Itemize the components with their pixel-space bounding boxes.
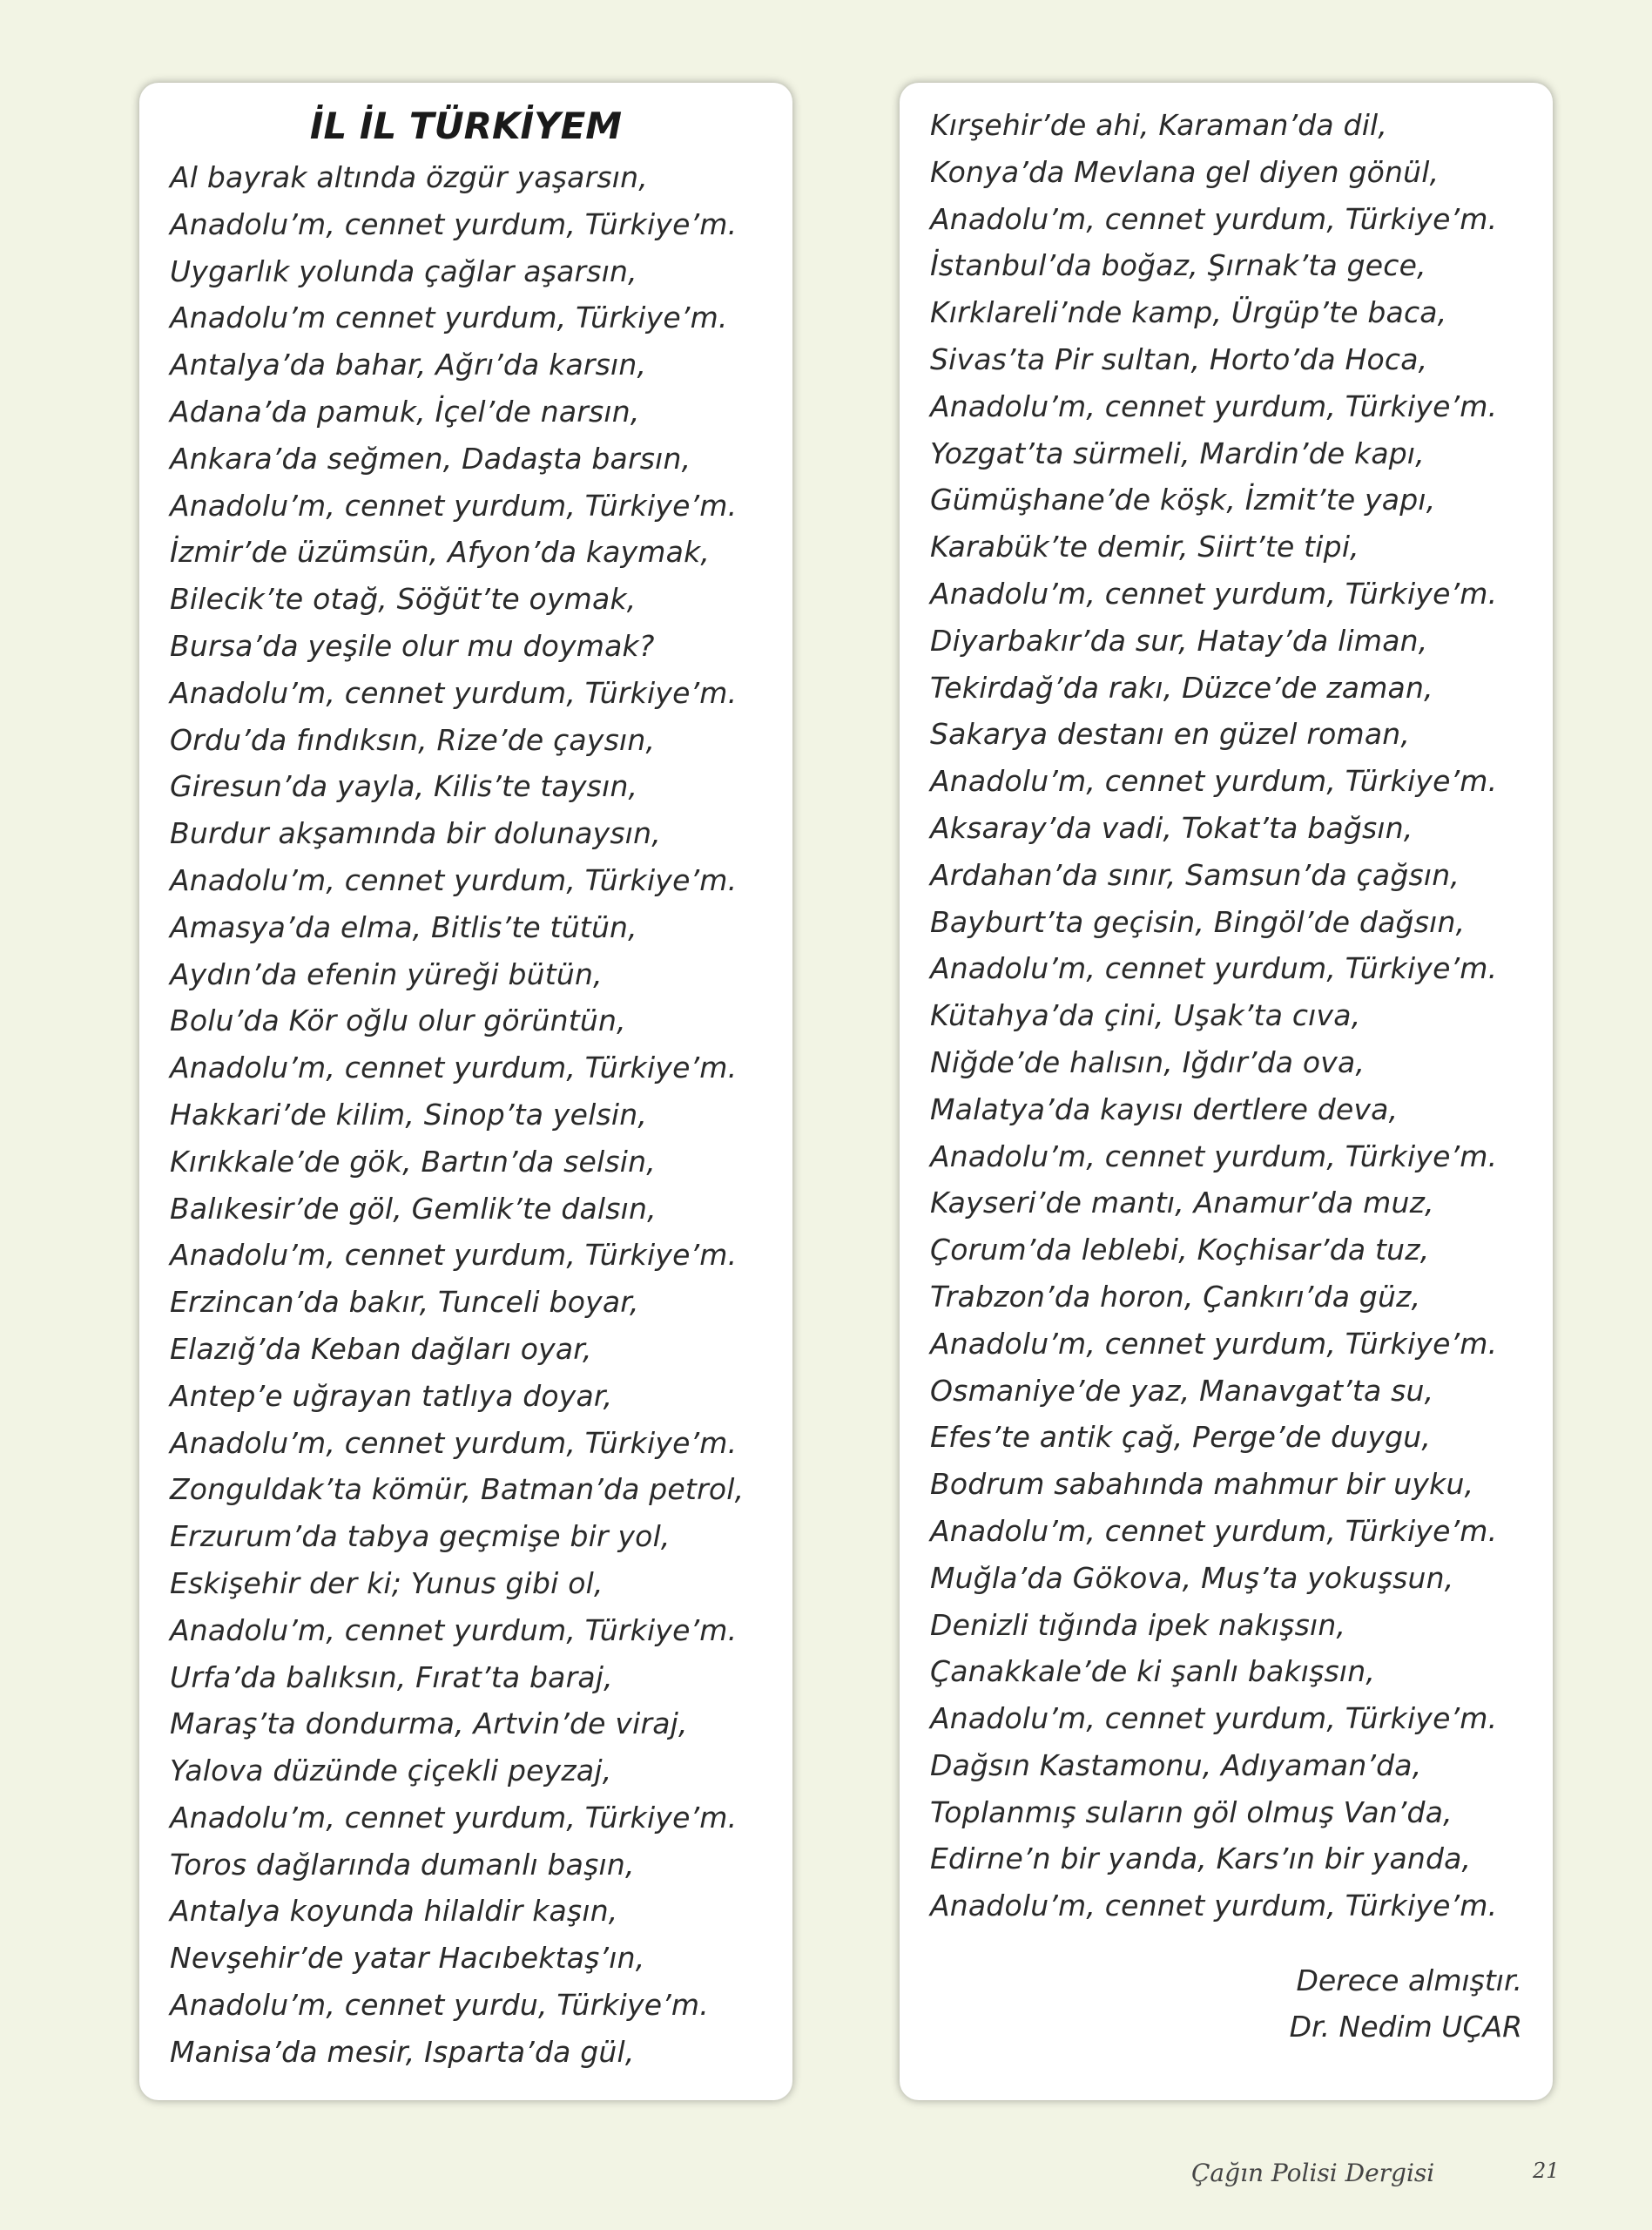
poem-line: Edirne’n bir yanda, Kars’ın bir yanda, — [930, 1841, 1472, 1876]
poem-line: Anadolu’m, cennet yurdum, Türkiye’m. — [930, 951, 1498, 986]
poem-lines-right — [930, 102, 1544, 1929]
poem-line: Anadolu’m, cennet yurdum, Türkiye’m. — [930, 576, 1498, 611]
page-number: 21 — [1533, 2159, 1560, 2183]
magazine-name: Çağın Polisi Dergisi — [1191, 2159, 1435, 2187]
poem-line: İstanbul’da boğaz, Şırnak’ta gece, — [930, 248, 1426, 283]
poem-line: Erzincan’da bakır, Tunceli boyar, — [170, 1285, 639, 1320]
poem-line: Al bayrak altında özgür yaşarsın, — [170, 160, 648, 194]
poem-line: Anadolu’m, cennet yurdum, Türkiye’m. — [930, 764, 1498, 799]
poem-line: Anadolu’m, cennet yurdum, Türkiye’m. — [170, 675, 738, 710]
poem-line: Hakkari’de kilim, Sinop’ta yelsin, — [170, 1097, 648, 1132]
poem-title: İL İL TÜRKİYEM — [309, 105, 623, 147]
poem-line: Uygarlık yolunda çağlar aşarsın, — [170, 253, 637, 288]
poem-line: Toplanmış suların göl olmuş Van’da, — [930, 1794, 1453, 1829]
poem-line: Muğla’da Gökova, Muş’ta yokuşsun, — [930, 1560, 1454, 1595]
poem-line: Sakarya destanı en güzel roman, — [930, 717, 1411, 752]
poem-panel-left — [139, 83, 792, 2100]
poem-line: Yalova düzünde çiçekli peyzaj, — [170, 1754, 612, 1788]
poem-line: Maraş’ta dondurma, Artvin’de viraj, — [170, 1706, 688, 1741]
poem-line: Aksaray’da vadi, Tokat’ta bağsın, — [930, 810, 1413, 845]
poem-line: Kayseri’de mantı, Anamur’da muz, — [930, 1186, 1434, 1220]
poem-line: Zonguldak’ta kömür, Batman’da petrol, — [170, 1472, 745, 1507]
poem-line: Anadolu’m cennet yurdum, Türkiye’m. — [170, 301, 728, 335]
poem-line: Ordu’da fındıksın, Rize’de çaysın, — [170, 722, 656, 757]
poem-line: Urfa’da balıksın, Fırat’ta baraj, — [170, 1659, 613, 1694]
poem-line: Yozgat’ta sürmeli, Mardin’de kapı, — [930, 436, 1425, 470]
poem-line: Anadolu’m, cennet yurdum, Türkiye’m. — [930, 389, 1498, 423]
poem-line: Malatya’da kayısı dertlere deva, — [930, 1091, 1399, 1126]
poem-line: Anadolu’m, cennet yurdum, Türkiye’m. — [170, 206, 738, 241]
poem-line: Erzurum’da tabya geçmişe bir yol, — [170, 1519, 671, 1554]
poem-line: Balıkesir’de göl, Gemlik’te dalsın, — [170, 1191, 657, 1226]
poem-panel-right — [900, 83, 1553, 2100]
poem-line: Anadolu’m, cennet yurdum, Türkiye’m. — [170, 1051, 738, 1085]
poem-lines-left — [170, 154, 784, 2076]
poem-line: Bilecik’te otağ, Söğüt’te oymak, — [170, 582, 637, 617]
poem-line: Osmaniye’de yaz, Manavgat’ta su, — [930, 1373, 1434, 1408]
poem-line: Adana’da pamuk, İçel’de narsın, — [170, 394, 640, 429]
poem-line: Bursa’da yeşile olur mu doymak? — [170, 628, 655, 663]
poem-line: Bolu’da Kör oğlu olur görüntün, — [170, 1004, 626, 1038]
poem-line: Elazığ’da Keban dağları oyar, — [170, 1331, 592, 1366]
poem-line: Burdur akşamında bir dolunaysın, — [170, 816, 661, 851]
poem-line: Trabzon’da horon, Çankırı’da güz, — [930, 1279, 1421, 1314]
poem-line: Anadolu’m, cennet yurdum, Türkiye’m. — [170, 1612, 738, 1647]
poem-line: Anadolu’m, cennet yurdum, Türkiye’m. — [930, 1513, 1498, 1548]
poem-line: Giresun’da yayla, Kilis’te taysın, — [170, 769, 638, 804]
poem-line: Kırıkkale’de gök, Bartın’da selsin, — [170, 1144, 656, 1179]
poem-line: Manisa’da mesir, Isparta’da gül, — [170, 2034, 635, 2069]
poem-line: Bodrum sabahında mahmur bir uyku, — [930, 1467, 1474, 1502]
poem-line: Anadolu’m, cennet yurdu, Türkiye’m. — [170, 1988, 709, 2023]
poem-line: Antep’e uğrayan tatlıya doyar, — [170, 1378, 613, 1413]
poem-line: Anadolu’m, cennet yurdum, Türkiye’m. — [930, 1701, 1498, 1736]
poem-line: Anadolu’m, cennet yurdum, Türkiye’m. — [170, 1425, 738, 1460]
poem-line: Anadolu’m, cennet yurdum, Türkiye’m. — [170, 862, 738, 897]
poem-line: Çanakkale’de ki şanlı bakışsın, — [930, 1654, 1376, 1689]
poem-line: Gümüşhane’de köşk, İzmit’te yapı, — [930, 483, 1436, 517]
poem-line: Sivas’ta Pir sultan, Horto’da Hoca, — [930, 341, 1428, 376]
poem-line: Anadolu’m, cennet yurdum, Türkiye’m. — [930, 1326, 1498, 1361]
poem-line: Denizli tığında ipek nakışsın, — [930, 1607, 1346, 1642]
poem-line: Anadolu’m, cennet yurdum, Türkiye’m. — [930, 201, 1498, 236]
poem-line: Toros dağlarında dumanlı başın, — [170, 1847, 635, 1882]
award-note: Derece almıştır. — [1296, 1963, 1522, 1997]
poem-line: Efes’te antik çağ, Perge’de duygu, — [930, 1420, 1432, 1455]
poem-line: Ankara’da seğmen, Dadaşta barsın, — [170, 441, 691, 476]
poem-line: İzmir’de üzümsün, Afyon’da kaymak, — [170, 535, 711, 570]
poem-line: Dağsın Kastamonu, Adıyaman’da, — [930, 1747, 1422, 1782]
poem-line: Anadolu’m, cennet yurdum, Türkiye’m. — [170, 488, 738, 523]
poem-line: Niğde’de halısın, Iğdır’da ova, — [930, 1044, 1365, 1079]
poem-line: Anadolu’m, cennet yurdum, Türkiye’m. — [170, 1238, 738, 1273]
poem-line: Kırklareli’nde kamp, Ürgüp’te baca, — [930, 295, 1447, 330]
poem-line: Çorum’da leblebi, Koçhisar’da tuz, — [930, 1233, 1430, 1267]
poem-line: Konya’da Mevlana gel diyen gönül, — [930, 154, 1440, 189]
poem-line: Kırşehir’de ahi, Karaman’da dil, — [930, 108, 1388, 142]
poem-line: Antalya koyunda hilaldir kaşın, — [170, 1894, 618, 1929]
poem-line: Karabük’te demir, Siirt’te tipi, — [930, 530, 1359, 564]
poem-line: Ardahan’da sınır, Samsun’da çağsın, — [930, 857, 1460, 892]
poem-line: Anadolu’m, cennet yurdum, Türkiye’m. — [930, 1889, 1498, 1923]
signature-block — [1290, 1957, 1522, 2050]
poem-line: Bayburt’ta geçisin, Bingöl’de dağsın, — [930, 904, 1466, 939]
poem-line: Aydın’da efenin yüreği bütün, — [170, 956, 603, 991]
poem-line: Anadolu’m, cennet yurdum, Türkiye’m. — [930, 1139, 1498, 1173]
poem-line: Kütahya’da çini, Uşak’ta cıva, — [930, 998, 1361, 1033]
poem-line: Amasya’da elma, Bitlis’te tütün, — [170, 909, 637, 944]
poem-line: Eskişehir der ki; Yunus gibi ol, — [170, 1565, 603, 1600]
author-name: Dr. Nedim UÇAR — [1289, 2010, 1522, 2044]
poem-line: Anadolu’m, cennet yurdum, Türkiye’m. — [170, 1800, 738, 1835]
poem-line: Diyarbakır’da sur, Hatay’da liman, — [930, 623, 1428, 658]
poem-line: Nevşehir’de yatar Hacıbektaş’ın, — [170, 1941, 645, 1976]
poem-line: Antalya’da bahar, Ağrı’da karsın, — [170, 348, 647, 382]
poem-line: Tekirdağ’da rakı, Düzce’de zaman, — [930, 670, 1433, 705]
